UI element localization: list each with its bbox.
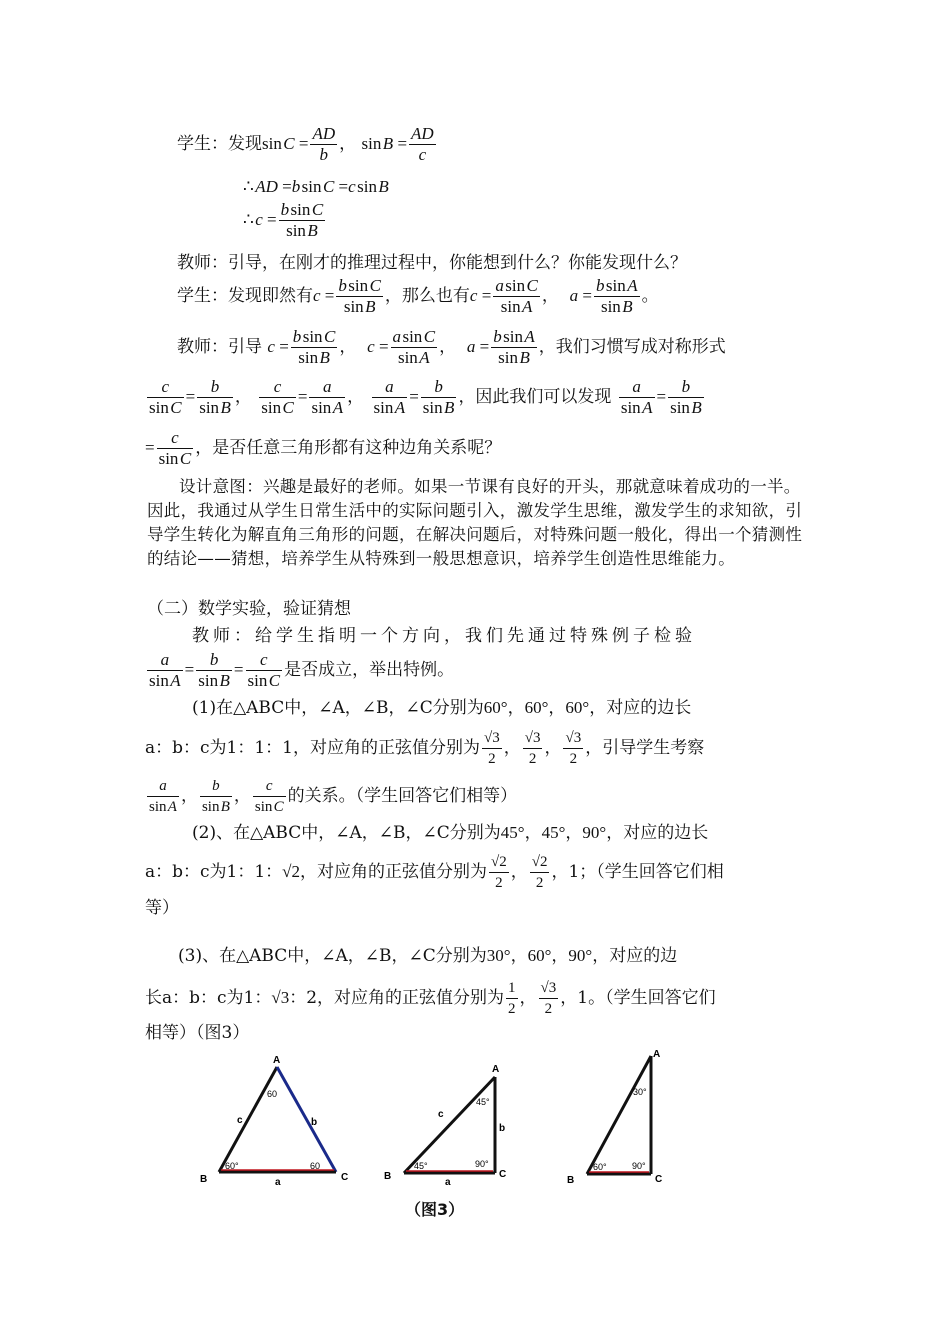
fraction: $\frac{\text{b sin C}}{\text{sin B}}$: [280, 200, 324, 240]
label: 学生：发现: [177, 134, 262, 154]
fraction: $\frac{\text{a sin C}}{\text{sin A}}$: [495, 276, 538, 316]
fraction: $\frac{\text{b sin C}}{\text{sin B}}$: [338, 276, 381, 316]
line-student-2: 学生：发现即然有c = $\frac{\text{b sin C}}{\text{sin B}}$ ，那么也有c = $\frac{\text{a sin C}}{\text{sin A}}$ ， a = $\frac{\text{b sin A}}{\text{sin B}}$ 。: [177, 276, 659, 316]
svg-text:B: B: [384, 1171, 392, 1182]
math: sin B =: [361, 134, 408, 153]
math-line: ∴ c = $\frac{\text{b sin C}}{\text{sin B}}$: [243, 200, 324, 240]
line-teacher-3b: $\frac{a}{\text{sin A}}$ = $\frac{b}{\text{sin B}}$ = $\frac{c}{\text{sin C}}$ 是否成立，举出特例。: [149, 650, 455, 690]
line-teacher-1: 教师：引导，在刚才的推理过程中，你能想到什么？你能发现什么？: [177, 253, 687, 273]
example-2-line-1: (2)、在△ABC中，∠A，∠B，∠C分别为45°，45°，90°，对应的边长: [192, 823, 709, 843]
svg-text:60°: 60°: [593, 1162, 607, 1172]
triangle-right-isosceles: [384, 1064, 506, 1188]
svg-text:b: b: [499, 1123, 506, 1134]
svg-text:A: A: [492, 1064, 500, 1075]
svg-text:B: B: [567, 1175, 575, 1186]
figure-3-triangles: [195, 1045, 705, 1190]
svg-text:45°: 45°: [414, 1161, 428, 1171]
example-2-line-2: a：b：c为1：1：√2，对应角的正弦值分别为 $\frac{√2}{2}$ ， $\frac{√2}{2}$ ，1；（学生回答它们相: [145, 854, 724, 891]
section-heading: （二）数学实验，验证猜想: [147, 599, 351, 619]
svg-text:60: 60: [310, 1161, 321, 1171]
fraction: $\frac{\text{b sin A}}{\text{sin B}}$: [493, 327, 535, 367]
example-2-line-3: 等）: [145, 898, 179, 918]
svg-text:a: a: [275, 1177, 281, 1188]
svg-text:c: c: [237, 1115, 243, 1126]
fraction: $\frac{\text{b sin A}}{\text{sin B}}$: [596, 276, 638, 316]
example-3-line-3: 相等）（图3）: [145, 1023, 250, 1043]
math: sin C =: [262, 134, 309, 153]
svg-text:c: c: [438, 1109, 444, 1120]
svg-text:a: a: [445, 1177, 451, 1188]
svg-text:C: C: [499, 1169, 507, 1180]
fraction: $\frac{AD}{b}$: [312, 124, 336, 164]
svg-text:30°: 30°: [633, 1087, 647, 1097]
example-1-line-3: $\frac{a}{\text{sin A}}$ ， $\frac{b}{\text{sin B}}$ ， $\frac{c}{\text{sin C}}$ 的关系。（学生回答它们相等）: [149, 778, 518, 815]
svg-text:90°: 90°: [475, 1159, 489, 1169]
triangle-30-60-90: [567, 1049, 662, 1186]
figure-caption: （图3）: [405, 1200, 465, 1219]
svg-text:C: C: [341, 1172, 349, 1183]
math-line: ∴ AD =b sin C =c sin B: [243, 177, 389, 196]
svg-text:B: B: [200, 1174, 208, 1185]
line-question: = $\frac{c}{\text{sin C}}$ ，是否任意三角形都有这种边角关系呢？: [145, 428, 502, 468]
svg-text:A: A: [653, 1049, 661, 1060]
svg-text:C: C: [655, 1174, 663, 1185]
triangle-equilateral: [200, 1055, 348, 1188]
svg-text:60: 60: [267, 1089, 278, 1099]
line-teacher-2: 教师：引导 c = $\frac{\text{b sin C}}{\text{sin B}}$ ， c = $\frac{\text{a sin C}}{\text{sin A}}$ ， a = $\frac{\text{b sin A}}{\text{sin B}}$ ，我们习惯写成对称形式: [177, 327, 726, 367]
example-3-line-2: 长a：b：c为1：√3：2，对应角的正弦值分别为 $\frac{1}{2}$ ， $\frac{√3}{2}$ ，1。（学生回答它们: [145, 980, 716, 1017]
fraction: $\frac{AD}{c}$: [411, 124, 434, 164]
svg-text:90°: 90°: [632, 1161, 646, 1171]
fraction: $\frac{\text{b sin C}}{\text{sin B}}$: [292, 327, 336, 367]
line-teacher-3: 教师：给学生指明一个方向，我们先通过特殊例子检验: [192, 626, 696, 646]
svg-text:60°: 60°: [225, 1161, 239, 1171]
svg-text:45°: 45°: [476, 1097, 490, 1107]
vertex-label: A: [273, 1055, 281, 1066]
example-1-line-2: a：b：c为1：1：1，对应角的正弦值分别为 $\frac{√3}{2}$ ， $\frac{√3}{2}$ ， $\frac{√3}{2}$ ，引导学生考察: [145, 730, 705, 767]
fraction: $\frac{\text{a sin C}}{\text{sin A}}$: [392, 327, 436, 367]
example-1-line-1: (1)在△ABC中，∠A，∠B，∠C分别为60°，60°，60°，对应的边长: [192, 698, 692, 718]
example-3-line-1: (3)、在△ABC中，∠A，∠B，∠C分别为30°，60°，90°，对应的边: [178, 946, 678, 966]
line-symmetric: $\frac{c}{\text{sin C}}$ = $\frac{b}{\text{sin B}}$ ， $\frac{c}{\text{sin C}}$ = $\frac{a}{\text{sin A}}$ ， $\frac{a}{\text{sin A}}$ = $\frac{b}{\text{sin B}}$ ，因此我们可以发现 $\frac{a}{\text{sin A}}$ = $\frac{b}{\text{sin B}}$: [149, 377, 702, 417]
line-student-1: 学生：发现sin C = $\frac{AD}{b}$ ， sin B = $\frac{AD}{c}$: [177, 124, 434, 164]
design-intent-paragraph: 设计意图：兴趣是最好的老师。如果一节课有良好的开头，那就意味着成功的一半。因此，我通过从学生日常生活中的实际问题引入，激发学生思维，激发学生的求知欲，引导学生转化为解直角三角形的问题，在解决问题后，对特殊问题一般化，得出一个猜测性的结论——猜想，培养学生从特殊到一般思想意识，培养学生创造性思维能力。: [147, 477, 803, 568]
svg-text:b: b: [311, 1117, 318, 1128]
